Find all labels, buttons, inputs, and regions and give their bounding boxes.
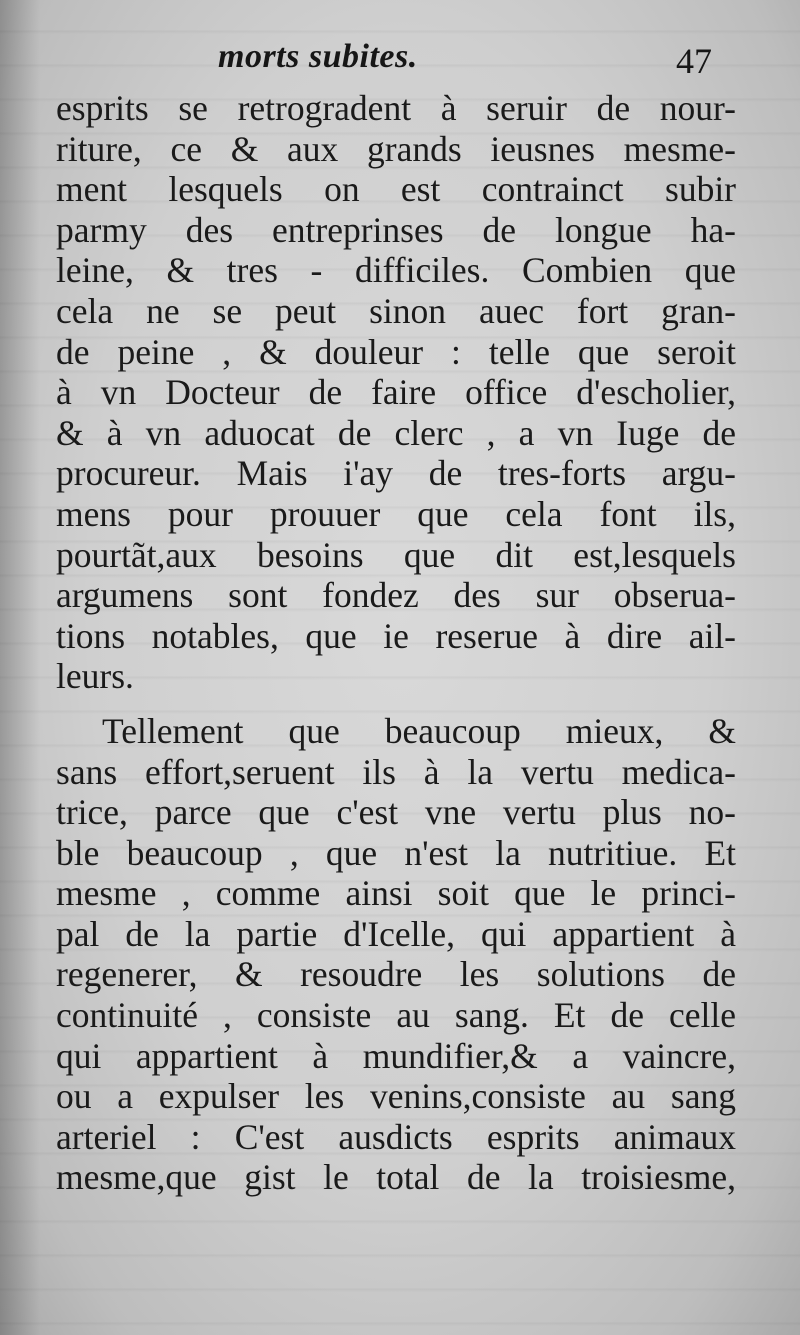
text-line: trice, parce que c'est vne vertu plus no-: [56, 792, 736, 833]
running-title: morts subites.: [218, 38, 418, 75]
text-line: ment lesquels on est contrainct subir: [56, 169, 736, 210]
text-line: Tellement que beaucoup mieux, &: [102, 710, 736, 751]
text-line: ou a expulser les venins,consiste au sang: [56, 1076, 736, 1117]
text-line: parmy des entreprinses de longue ha-: [56, 209, 736, 250]
page-number: 47: [676, 41, 712, 81]
body-text: [56, 88, 736, 1198]
text-line: & à vn aduocat de clerc , a vn Iuge de: [56, 412, 736, 453]
text-line: continuité , consiste au sang. Et de celle: [56, 995, 736, 1036]
text-line: sans effort,seruent ils à la vertu medica-: [56, 751, 736, 792]
text-line: riture, ce & aux grands ieusnes mesme-: [56, 128, 736, 169]
text-line: de peine , & douleur : telle que seroit: [56, 331, 736, 372]
text-line: regenerer, & resoudre les solutions de: [56, 954, 736, 995]
text-line: leurs.: [56, 656, 134, 697]
text-line: à vn Docteur de faire office d'escholier,: [56, 372, 736, 413]
text-line: pourtãt,aux besoins que dit est,lesquels: [56, 534, 736, 575]
page-header: [0, 38, 800, 88]
text-line: leine, & tres - difficiles. Combien que: [56, 250, 736, 291]
text-line: mesme , comme ainsi soit que le princi-: [56, 873, 736, 914]
text-line: esprits se retrogradent à seruir de nour-: [56, 88, 736, 128]
text-line: argumens sont fondez des sur obserua-: [56, 575, 736, 616]
text-line: mens pour prouuer que cela font ils,: [56, 493, 736, 534]
text-line: arteriel : C'est ausdicts esprits animaux: [56, 1116, 736, 1157]
text-line: pal de la partie d'Icelle, qui appartient à: [56, 913, 736, 954]
text-line: qui appartient à mundifier,& a vaincre,: [56, 1035, 736, 1076]
text-line: procureur. Mais i'ay de tres-forts argu-: [56, 453, 736, 494]
paragraph-2: [56, 711, 736, 1198]
text-line: mesme,que gist le total de la troisiesme,: [56, 1157, 736, 1198]
text-line: tions notables, que ie reserue à dire ail-: [56, 615, 736, 656]
paragraph-1: [56, 88, 736, 697]
text-line: cela ne se peut sinon auec fort gran-: [56, 290, 736, 331]
text-line: ble beaucoup , que n'est la nutritiue. Et: [56, 832, 736, 873]
